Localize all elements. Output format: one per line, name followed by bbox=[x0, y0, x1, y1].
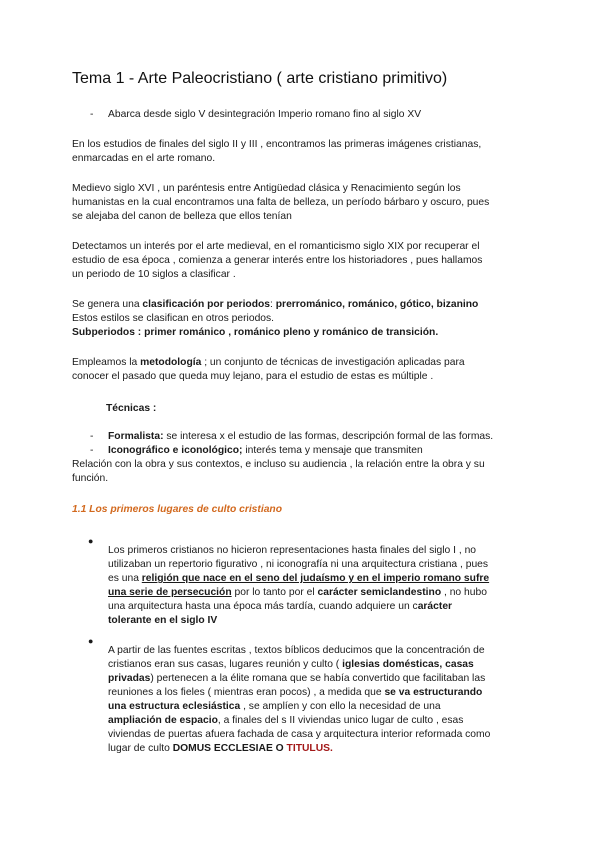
para1-line2: enmarcadas en el arte romano. bbox=[72, 153, 216, 164]
para5-line2: conocer el pasado que queda muy lejano, para el estudio de estas es múltiple . bbox=[72, 371, 434, 382]
bullet1-line5 bbox=[108, 600, 452, 615]
text-run: : bbox=[270, 299, 276, 310]
bold-run: DOMUS ECCLESIAE O bbox=[172, 743, 287, 755]
tecnica-item-2 bbox=[108, 444, 423, 459]
para2-line3: se alejaba del canon de belleza que ellos tenían bbox=[72, 211, 292, 222]
page-title: Tema 1 - Arte Paleocristiano ( arte cristiano primitivo) bbox=[72, 70, 448, 87]
relacion-line1: Relación con la obra y sus contextos, e incluso su audiencia , la relación entre la obra y su bbox=[72, 459, 485, 470]
bullet2-line7: viviendas de puertas afuera fachada de casa y arquitectura interior reformada como bbox=[108, 729, 491, 741]
text-run: cristianos eran sus casas, lugares reunión y culto ( bbox=[108, 659, 343, 671]
para2-line2: humanistas en la cual encontramos una falta de belleza, un período bárbaro y oscuro, pues bbox=[72, 197, 490, 208]
bullet2-line2 bbox=[108, 658, 474, 673]
bold-run: una estructura eclesiástica bbox=[108, 701, 241, 713]
text-run: se interesa x el estudio de las formas, descripción formal de las formas. bbox=[163, 431, 494, 442]
text-run: , a finales del s II viviendas unico lugar de culto , esas bbox=[217, 715, 464, 727]
bullet-dot: ● bbox=[88, 636, 94, 646]
text-run: interés tema y mensaje que transmiten bbox=[242, 445, 423, 456]
bullet2-line3 bbox=[108, 672, 485, 687]
bold-run: Iconográfico e iconológico; bbox=[108, 445, 243, 456]
bold-run: carácter semiclandestino bbox=[317, 587, 442, 599]
tecnica-item-1 bbox=[108, 430, 493, 445]
bullet1-line4 bbox=[108, 586, 487, 601]
text-run: , se amplíen y con ello la necesidad de una bbox=[240, 701, 441, 713]
para3-line2: estudio de esa época , comienza a generar interés entre los historiadores , pues hallamos bbox=[72, 255, 483, 266]
bullet2-line5 bbox=[108, 700, 441, 715]
bold-run: Formalista: bbox=[108, 431, 164, 442]
bullet2-line6 bbox=[108, 714, 463, 729]
text-run: lugar de culto bbox=[108, 743, 173, 755]
text-run: una arquitectura hasta una época más tardía, cuando adquiere un c bbox=[108, 601, 418, 613]
intro-bullet: Abarca desde siglo V desintegración Imperio romano fino al siglo XV bbox=[108, 109, 422, 120]
para5-line1 bbox=[72, 356, 465, 371]
bullet2-line4 bbox=[108, 686, 482, 701]
tecnicas-label: Técnicas : bbox=[106, 403, 157, 414]
bullet2-line1: A partir de las fuentes escritas , textos bíblicos deducimos que la concentración de bbox=[108, 645, 485, 657]
dash-bullet: - bbox=[90, 445, 94, 456]
para4-line1 bbox=[72, 298, 478, 313]
bold-run: prerrománico, románico, gótico, bizanino bbox=[275, 299, 479, 310]
bullet1-line3 bbox=[108, 572, 489, 587]
para4-line2: Estos estilos se clasifican en otros periodos. bbox=[72, 313, 275, 324]
text-run: reuniones a los fieles ( mientras eran pocos) , a medida que bbox=[108, 687, 385, 699]
bullet-dot: ● bbox=[88, 536, 94, 546]
para4-line3: Subperiodos : primer románico , románico pleno y románico de transición. bbox=[72, 327, 439, 338]
relacion-line2: función. bbox=[72, 473, 109, 484]
bullet1-line1: Los primeros cristianos no hicieron representaciones hasta finales del siglo I , no bbox=[108, 545, 477, 557]
bold-run: ampliación de espacio bbox=[108, 715, 218, 727]
bold-run: se va estructurando bbox=[384, 687, 483, 699]
text-run: Empleamos la bbox=[72, 357, 141, 368]
bold-run: privadas bbox=[108, 673, 151, 685]
bold-run: arácter bbox=[417, 601, 453, 613]
para3-line1: Detectamos un interés por el arte medieval, en el romanticismo siglo XIX por recuperar el bbox=[72, 241, 480, 252]
para2-line1: Medievo siglo XVI , un paréntesis entre Antigüedad clásica y Renacimiento según los bbox=[72, 183, 461, 194]
bold-run: una serie de persecución bbox=[108, 587, 232, 599]
bullet2-line8 bbox=[108, 742, 333, 757]
bold-run: religión que nace en el seno del judaísmo y en el imperio romano sufre bbox=[141, 573, 490, 585]
para3-line3: un periodo de 10 siglos a clasificar . bbox=[72, 269, 236, 280]
bold-run: iglesias domésticas, casas bbox=[342, 659, 474, 671]
para1-line1: En los estudios de finales del siglo II y III , encontramos las primeras imágenes cristianas, bbox=[72, 139, 482, 150]
dash-bullet: - bbox=[90, 109, 94, 120]
bold-run: metodología bbox=[140, 357, 202, 368]
text-run: ; un conjunto de técnicas de investigación aplicadas para bbox=[201, 357, 465, 368]
section-heading: 1.1 Los primeros lugares de culto cristiano bbox=[72, 504, 283, 515]
text-run: Se genera una bbox=[72, 299, 143, 310]
text-run: ) pertenecen a la élite romana que se había convertido que facilitaban las bbox=[150, 673, 486, 685]
bullet1-line6: tolerante en el siglo IV bbox=[108, 615, 218, 627]
text-run: por lo tanto por el bbox=[231, 587, 318, 599]
dash-bullet: - bbox=[90, 431, 94, 442]
text-run: es una bbox=[108, 573, 142, 585]
text-run: , no hubo bbox=[441, 587, 487, 599]
bold-run: clasificación por periodos bbox=[142, 299, 271, 310]
highlight-run: TITULUS. bbox=[286, 743, 333, 755]
bullet1-line2: utilizaban un repertorio figurativo , ni iconografía ni una arquitectura cristiana , pues bbox=[108, 559, 489, 571]
